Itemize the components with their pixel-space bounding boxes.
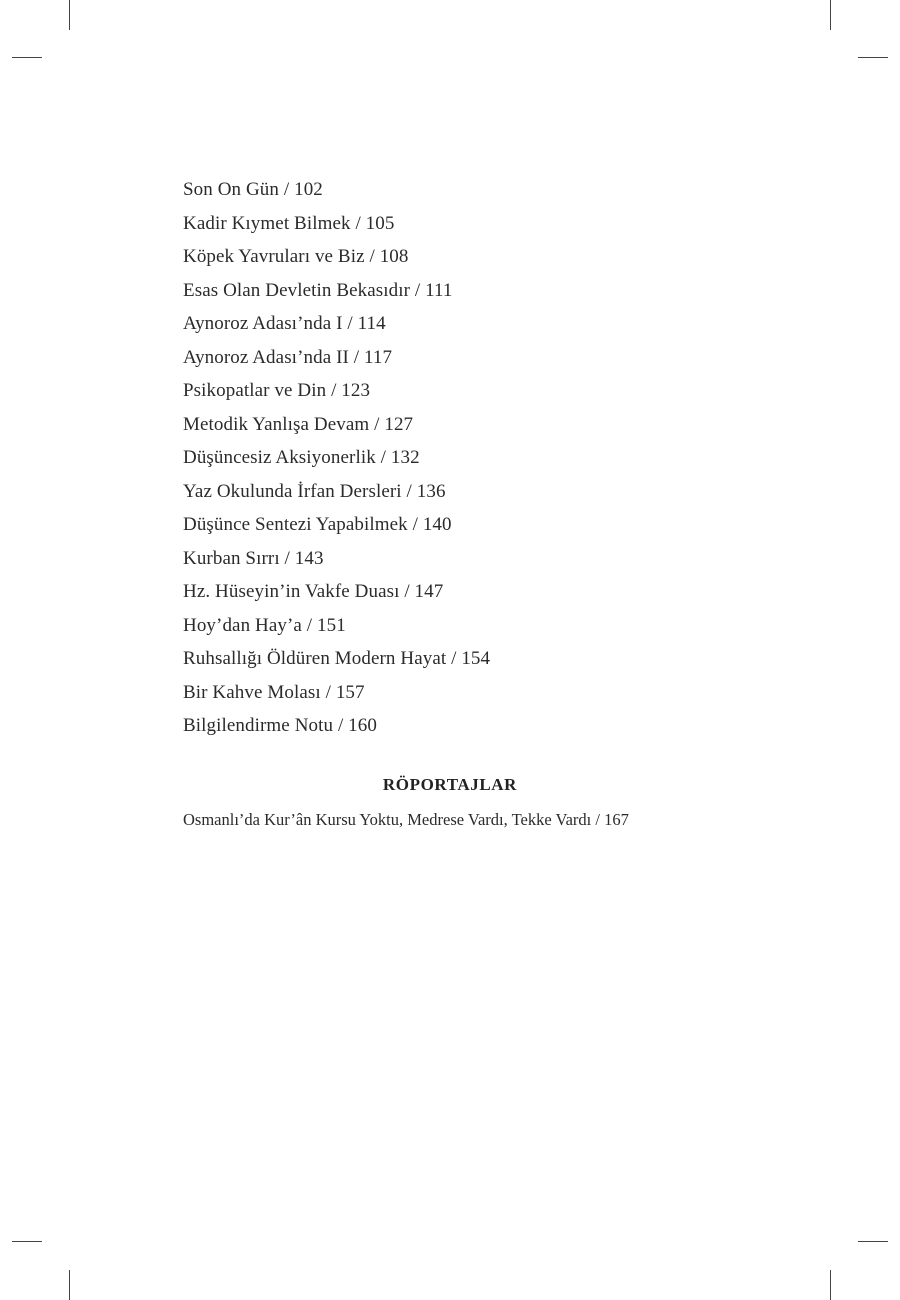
- toc-entry: Yaz Okulunda İrfan Dersleri / 136: [183, 480, 446, 502]
- toc-entry: Kadir Kıymet Bilmek / 105: [183, 212, 395, 234]
- crop-mark-bottom-right-vertical: [830, 1270, 831, 1300]
- toc-entry: Hz. Hüseyin’in Vakfe Duası / 147: [183, 581, 444, 602]
- toc-entry: Son On Gün / 102: [183, 179, 323, 200]
- crop-mark-bottom-left-horizontal: [12, 1241, 42, 1242]
- crop-mark-top-left-vertical: [69, 0, 70, 30]
- toc-entry: Aynoroz Adası’nda I / 114: [183, 313, 386, 334]
- toc-entry: Ruhsallığı Öldüren Modern Hayat / 154: [183, 648, 491, 669]
- toc-entry: Düşünce Sentezi Yapabilmek / 140: [183, 514, 452, 535]
- toc-entry: Kurban Sırrı / 143: [183, 547, 324, 569]
- crop-mark-top-right-horizontal: [858, 57, 888, 58]
- toc-entry: Psikopatlar ve Din / 123: [183, 380, 371, 401]
- crop-mark-bottom-right-horizontal: [858, 1241, 888, 1242]
- toc-entry: Hoy’dan Hay’a / 151: [183, 614, 346, 636]
- crop-mark-bottom-left-vertical: [69, 1270, 70, 1300]
- toc-entry: Aynoroz Adası’nda II / 117: [183, 346, 393, 368]
- toc-list: [183, 173, 490, 743]
- toc-entry: Metodik Yanlışa Devam / 127: [183, 413, 414, 435]
- toc-entry: Bir Kahve Molası / 157: [183, 681, 365, 703]
- section-heading: RÖPORTAJLAR: [382, 775, 518, 794]
- section-entry: Osmanlı’da Kur’ân Kursu Yoktu, Medrese Vardı, Tekke Vardı / 167: [183, 810, 629, 829]
- toc-entry: Bilgilendirme Notu / 160: [183, 715, 377, 736]
- crop-mark-top-right-vertical: [830, 0, 831, 30]
- toc-entry: Düşüncesiz Aksiyonerlik / 132: [183, 447, 420, 468]
- crop-mark-top-left-horizontal: [12, 57, 42, 58]
- toc-entry: Köpek Yavruları ve Biz / 108: [183, 246, 409, 267]
- toc-entry: Esas Olan Devletin Bekasıdır / 111: [183, 279, 453, 301]
